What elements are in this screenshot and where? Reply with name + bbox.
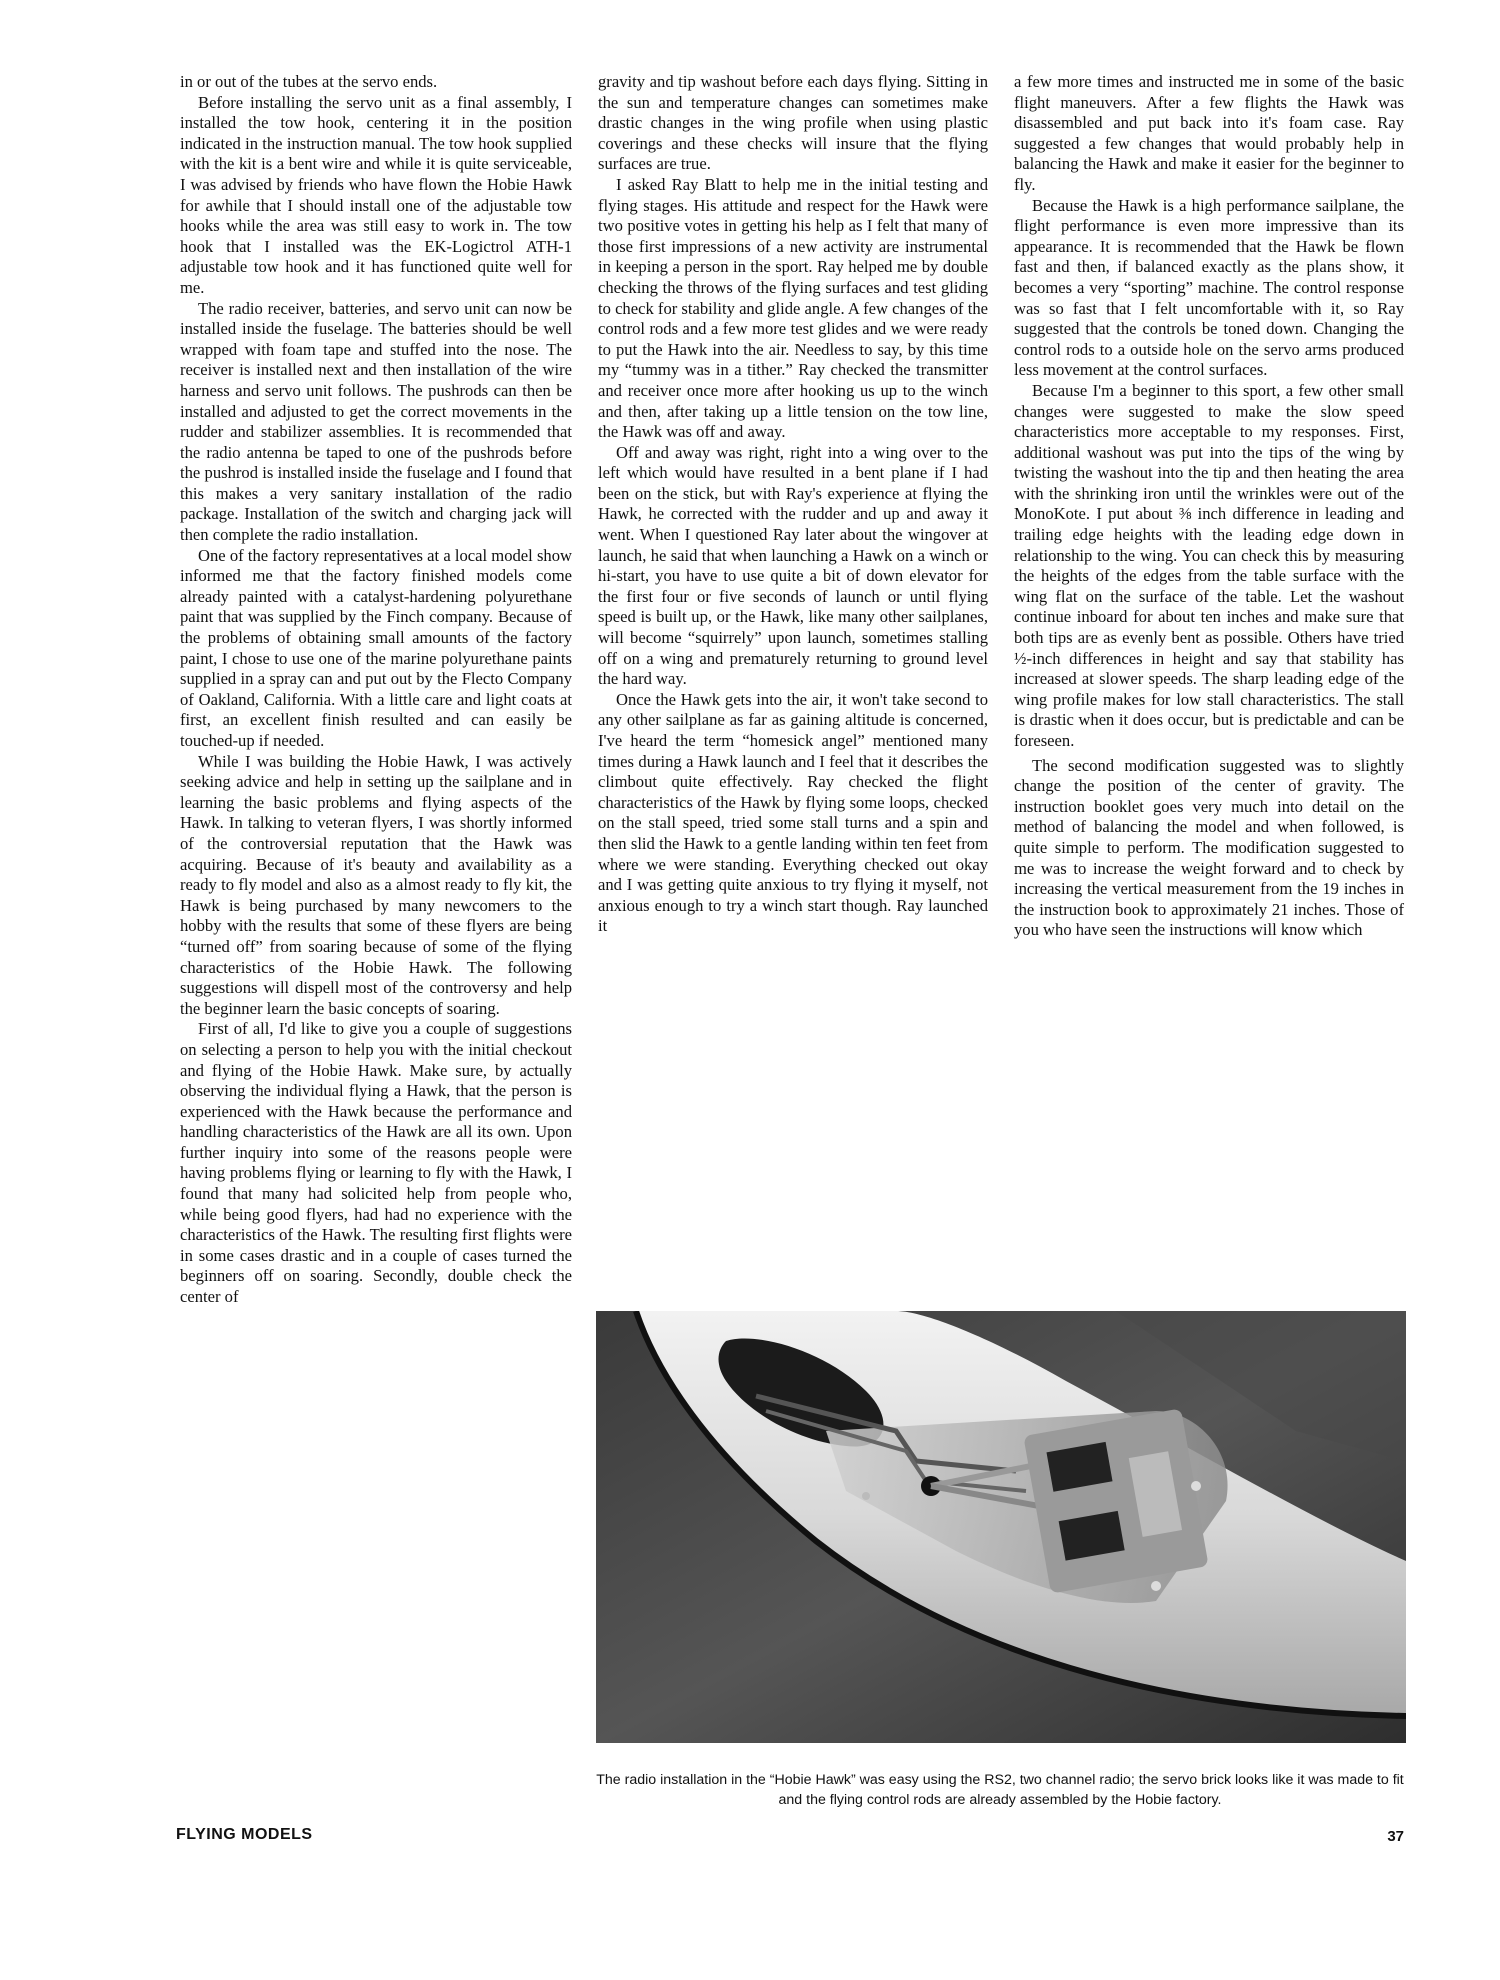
paragraph: First of all, I'd like to give you a couple of suggestions on selecting a person to help you with the initial checkout and flying of the Hobie Hawk. Make sure, by actually observing the individual flying a Hawk, that the person is experienced with the Hawk because the performance and handling characteristics of the Hawk are all its own. Upon further inquiry into some of the reasons people were having problems flying or learning to fly with the Hawk, I found that many had solicited help from people who, while being good flyers, had had no experience with the characteristics of the Hawk. The resulting first flights were in some cases drastic and in a couple of cases turned the beginners off on soaring. Secondly, double check the center of [180, 1019, 572, 1307]
paragraph: Off and away was right, right into a wing over to the left which would have resulted in a bent plane if I had been on the stick, but with Ray's experience at flying the Hawk, he corrected with the rudder and up and away it went. When I questioned Ray later about the wingover at launch, he said that when launching a Hawk on a winch or hi-start, you have to use quite a bit of down elevator for the first four or five seconds of launch or until flying speed is built up, or the Hawk, like many other sailplanes, will become “squirrely” upon launch, sometimes stalling off on a wing and prematurely returning to ground level the hard way. [598, 442, 988, 689]
paragraph: a few more times and instructed me in some of the basic flight maneuvers. After a few flights the Hawk was disassembled and put back into it's foam case. Ray suggested a few changes that would probably help in balancing the Hawk and make it easier for the beginner to fly. [1014, 72, 1404, 194]
paragraph: Before installing the servo unit as a final assembly, I installed the tow hook, centering it in the position indicated in the instruction manual. The tow hook supplied with the kit is a bent wire and while it is quite serviceable, I was advised by friends who have flown the Hobie Hawk for awhile that I should install one of the adjustable tow hooks while the area was still easy to work in. The tow hook that I installed was the EK-Logictrol ATH-1 adjustable tow hook and it has functioned quite well for me. [180, 92, 572, 297]
paragraph: While I was building the Hobie Hawk, I was actively seeking advice and help in setting up the sailplane and in learning the basic problems and flying aspects of the Hawk. In talking to veteran flyers, I was shortly informed of the controversial reputation that the Hawk was acquiring. Because of it's beauty and availability as a ready to fly model and also as a almost ready to fly kit, the Hawk is being purchased by many newcomers to the hobby with the results that some of these flyers are being “turned off” from soaring because of some of the flying characteristics of the Hobie Hawk. The following suggestions will dispell most of the controversy and help the beginner learn the basic concepts of soaring. [180, 751, 572, 1018]
paragraph: The second modification suggested was to slightly change the position of the center of gravity. The instruction booklet goes very much into detail on the method of balancing the model and when followed, is quite simple to perform. The modification suggested to me was to increase the weight forward and to check by increasing the vertical measurement from the 19 inches in the instruction book to approximately 21 inches. Those of you who have seen the instructions will know which [1014, 755, 1404, 940]
magazine-name: FLYING MODELS [176, 1826, 313, 1843]
radio-installation-photo [596, 1311, 1406, 1743]
paragraph: in or out of the tubes at the servo ends. [180, 72, 438, 91]
paragraph: Once the Hawk gets into the air, it won't take second to any other sailplane as far as gaining altitude is concerned, I've heard the term “homesick angel” mentioned many times during a Hawk launch and I feel that it describes the climbout quite effectively. Ray checked the flight characteristics of the Hawk by flying some loops, checked on the stall speed, tried some stall turns and a spin and then slid the Hawk to a gentle landing within ten feet from where we were standing. Everything checked out okay and I was getting quite anxious to try flying it myself, not anxious enough to try a winch start though. Ray launched it [598, 689, 988, 936]
paragraph: Because the Hawk is a high performance sailplane, the flight performance is even more impressive than its appearance. It is recommended that the Hawk be flown fast and then, if balanced exactly as the plans show, it becomes a very “sporting” machine. The control response was so fast that I felt uncomfortable with it, so Ray suggested that the controls be toned down. Changing the control rods to a outside hole on the servo arms produced less movement at the control surfaces. [1014, 195, 1404, 380]
article-column-1 [180, 72, 572, 1308]
paragraph: I asked Ray Blatt to help me in the initial testing and flying stages. His attitude and respect for the Hawk were two positive votes in getting his help as I felt that many of those first impressions of a new activity are instrumental in keeping a person in the sport. Ray helped me by double checking the throws of the flying surfaces and test gliding to check for stability and glide angle. A few changes of the control rods and a few more test glides and we were ready to put the Hawk into the air. Needless to say, by this time my “tummy was in a tither.” Ray checked the transmitter and receiver once more after hooking us up to the winch and then, after taking up a little tension on the tow line, the Hawk was off and away. [598, 174, 988, 442]
paragraph: Because I'm a beginner to this sport, a few other small changes were suggested to make the slow speed characteristics more acceptable to my responses. First, additional washout was put into the tips of the wing by twisting the washout into the tip and then heating the area with the shrinking iron until the wrinkles were out of the MonoKote. I put about ⅜ inch difference in leading and trailing edge heights with the leading edge down in relationship to the wing. You can check this by measuring the heights of the edges from the table surface with the wing flat on the surface of the table. Let the washout continue inboard for about ten inches and make sure that both tips are as evenly bent as possible. Others have tried ½-inch differences in height and say that stability has increased at slower speeds. The sharp leading edge of the wing profile makes for low stall characteristics. The stall is drastic when it does occur, but is predictable and can be foreseen. [1014, 380, 1404, 750]
paragraph: One of the factory representatives at a local model show informed me that the factory finished models come already painted with a catalyst-hardening polyurethane paint that was supplied by the Finch company. Because of the problems of obtaining small amounts of the factory paint, I chose to use one of the marine polyurethane paints supplied in a spray can and put out by the Flecto Company of Oakland, California. With a little care and light coats at first, an excellent finish resulted and can easily be touched-up if needed. [180, 545, 572, 750]
paragraph: The radio receiver, batteries, and servo unit can now be installed inside the fuselage. The batteries should be well wrapped with foam tape and stuffed into the nose. The receiver is installed next and then installation of the wire harness and servo unit follows. The pushrods can then be installed and adjusted to get the correct movements in the rudder and stabilizer assemblies. It is recommended that the radio antenna be taped to one of the pushrods before the pushrod is installed inside the fuselage and I found that this makes a very sanitary installation of the radio package. Installation of the switch and charging jack will then complete the radio installation. [180, 298, 572, 545]
page-number: 37 [1387, 1828, 1404, 1845]
photo-caption: The radio installation in the “Hobie Hawk” was easy using the RS2, two channel radio; the servo brick looks like it was made to fit and the flying control rods are already assembled by the Hobie factory. [596, 1772, 1404, 1808]
article-column-2 [598, 72, 988, 937]
article-column-3 [1014, 72, 1404, 941]
paragraph: gravity and tip washout before each days flying. Sitting in the sun and temperature changes can sometimes make drastic changes in the wing profile when using plastic coverings and these checks will insure that the flying surfaces are true. [598, 72, 988, 174]
